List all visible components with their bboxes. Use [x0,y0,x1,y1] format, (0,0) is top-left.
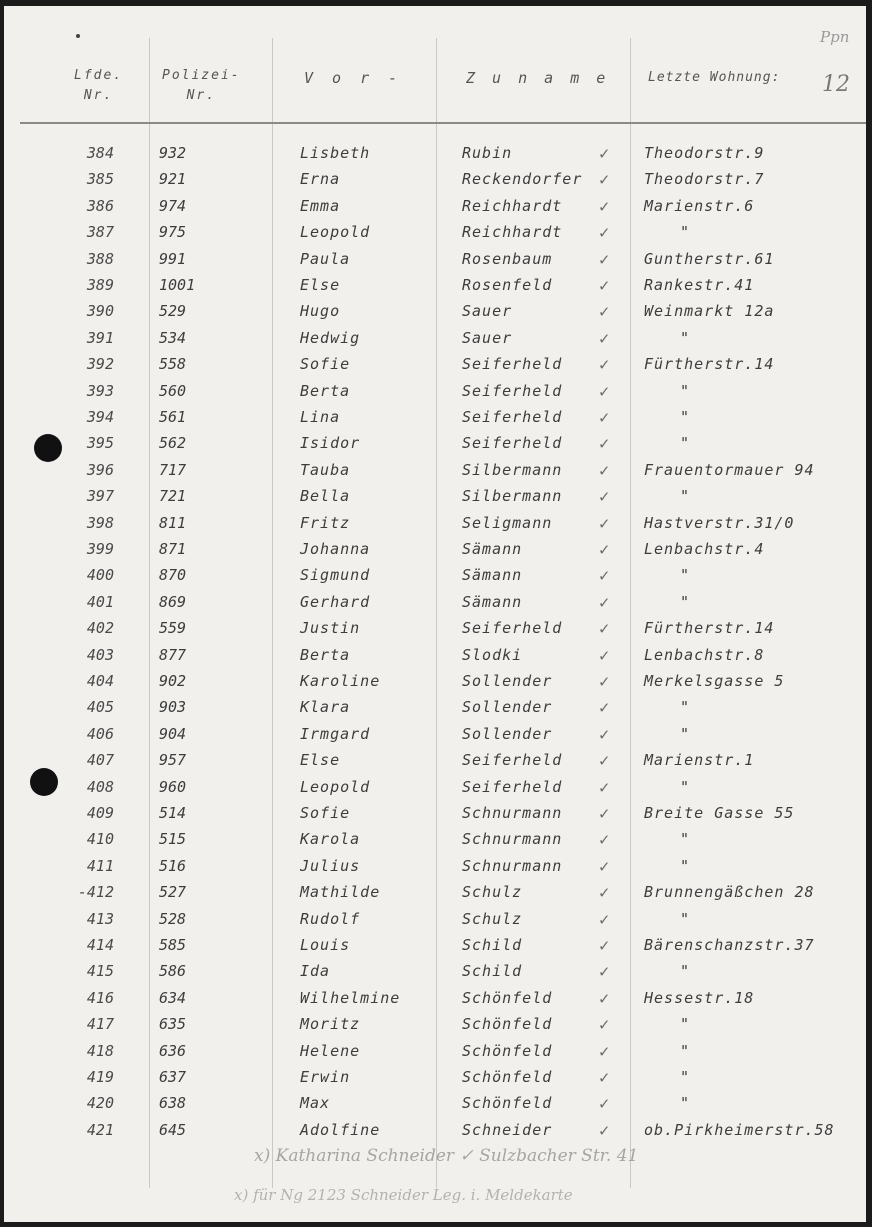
row-zuname: Reichhardt [462,196,563,215]
check-mark: ✓ [599,672,610,692]
table-row [4,514,866,540]
row-wohnung: " [680,909,691,928]
row-zuname: Schönfeld [462,988,553,1007]
row-wohnung: " [680,566,691,585]
row-polizei-nr: 721 [159,487,187,506]
row-zuname: Rosenfeld [462,276,553,294]
row-wohnung: Bärenschanzstr.37 [644,936,815,954]
row-vorname: Leopold [300,223,371,242]
table-row [4,540,866,566]
row-polizei-nr: 636 [159,1041,187,1060]
row-wohnung: Rankestr.41 [644,276,755,294]
table-row [4,619,866,645]
table-row [4,197,866,223]
row-polizei-nr: 870 [159,566,187,585]
row-vorname: Bella [300,487,351,506]
row-zuname: Reichhardt [462,223,563,242]
row-polizei-nr: 974 [159,196,187,215]
row-polizei-nr: 957 [159,751,187,770]
row-polizei-nr: 586 [159,962,187,981]
row-vorname: Berta [300,645,351,664]
row-lfd-nr: 397 [86,487,114,506]
row-wohnung: " [680,777,691,796]
row-lfd-nr: 395 [86,434,114,453]
row-lfd-nr: 398 [86,513,114,532]
row-wohnung: " [680,698,691,717]
table-row [4,355,866,381]
table-row [4,250,866,276]
row-vorname: Wilhelmine [300,988,401,1007]
table-row [4,408,866,434]
row-zuname: Schnurmann [462,804,563,822]
row-wohnung: Brunnengäßchen 28 [644,883,815,902]
row-polizei-nr: 635 [159,1015,187,1034]
header-zuname: Z u n a m e [466,69,610,87]
check-mark: ✓ [599,355,610,376]
check-mark: ✓ [599,302,610,323]
row-polizei-nr: 528 [159,909,187,928]
row-wohnung: " [680,856,691,875]
check-mark: ✓ [599,883,610,904]
header-polizei: Polizei- Nr. [162,68,241,103]
table-row [4,434,866,460]
row-wohnung: Lenbachstr.8 [644,645,765,664]
row-polizei-nr: 975 [159,223,187,242]
row-zuname: Schnurmann [462,856,563,875]
row-zuname: Schulz [462,909,523,928]
row-lfd-nr: 392 [86,355,114,374]
check-mark: ✓ [599,566,610,587]
check-mark: ✓ [599,460,610,481]
row-vorname: Max [300,1094,331,1113]
check-mark: ✓ [599,619,610,640]
row-vorname: Helene [300,1041,361,1060]
row-vorname: Else [300,751,341,770]
row-wohnung: Weinmarkt 12a [644,302,775,321]
row-wohnung: " [680,724,691,743]
row-wohnung: Lenbachstr.4 [644,540,765,558]
row-vorname: Erna [300,170,341,189]
row-wohnung: " [680,434,691,453]
row-vorname: Emma [300,196,341,215]
row-polizei-nr: 877 [159,645,187,664]
check-mark: ✓ [599,328,610,349]
row-wohnung: " [680,223,691,242]
check-mark: ✓ [599,751,610,772]
row-wohnung: " [680,381,691,400]
row-polizei-nr: 514 [159,804,187,822]
row-zuname: Sollender [462,672,553,690]
row-lfd-nr: 391 [86,328,114,347]
table-row [4,962,866,988]
check-mark: ✓ [599,170,610,191]
corner-note: Ppn [820,28,850,46]
row-wohnung: " [680,962,691,981]
row-vorname: Karoline [300,672,381,690]
row-lfd-nr: 387 [86,223,114,242]
header-lfd: Lfde. Nr. [74,68,124,103]
row-wohnung: ob.Pirkheimerstr.58 [644,1120,835,1139]
row-polizei-nr: 869 [159,592,187,611]
row-polizei-nr: 811 [159,513,187,532]
row-wohnung: " [680,1015,691,1034]
row-zuname: Sollender [462,698,553,717]
row-zuname: Seiferheld [462,777,563,796]
row-wohnung: Guntherstr.61 [644,249,775,268]
row-zuname: Schönfeld [462,1041,553,1060]
row-lfd-nr: 421 [86,1120,114,1139]
table-row [4,223,866,249]
row-vorname: Else [300,276,341,294]
row-zuname: Sauer [462,328,513,347]
row-zuname: Seiferheld [462,619,563,638]
row-polizei-nr: 529 [159,302,187,321]
row-lfd-nr: 394 [86,408,114,426]
row-zuname: Schönfeld [462,1094,553,1113]
row-zuname: Silbermann [462,487,563,506]
row-lfd-nr: 388 [86,249,114,268]
row-lfd-nr: 409 [86,804,114,822]
table-row [4,302,866,328]
row-polizei-nr: 516 [159,856,187,875]
check-mark: ✓ [599,196,610,217]
row-polizei-nr: 645 [159,1120,187,1139]
header-wohnung: Letzte Wohnung: [648,70,781,85]
check-mark: ✓ [599,249,610,270]
check-mark: ✓ [599,1015,610,1036]
check-mark: ✓ [599,223,610,244]
check-mark: ✓ [599,777,610,798]
row-polizei-nr: 561 [159,408,187,426]
table-row [4,857,866,883]
row-wohnung: Fürtherstr.14 [644,355,775,374]
row-vorname: Justin [300,619,361,638]
row-vorname: Julius [300,856,361,875]
table-row [4,698,866,724]
row-vorname: Ida [300,962,331,981]
row-wohnung: " [680,408,691,426]
check-mark: ✓ [599,830,610,851]
row-zuname: Rubin [462,144,513,162]
ink-speck [76,34,80,38]
row-polizei-nr: 1001 [159,276,196,294]
handwritten-addition: x) Katharina Schneider ✓ Sulzbacher Str. 41 [254,1146,639,1166]
row-polizei-nr: 634 [159,988,187,1007]
row-polizei-nr: 960 [159,777,187,796]
check-mark: ✓ [599,540,610,560]
row-vorname: Louis [300,936,351,954]
row-zuname: Sämann [462,566,523,585]
check-mark: ✓ [599,645,610,666]
row-vorname: Mathilde [300,883,381,902]
header-vorname: V o r - [304,69,403,87]
row-wohnung: " [680,1068,691,1086]
table-row [4,593,866,619]
table-row [4,276,866,302]
row-polizei-nr: 991 [159,249,187,268]
row-zuname: Sollender [462,724,553,743]
row-wohnung: Hastverstr.31/0 [644,513,795,532]
row-vorname: Sigmund [300,566,371,585]
row-polizei-nr: 527 [159,883,187,902]
punch-hole [30,768,58,796]
check-mark: ✓ [599,936,610,956]
row-polizei-nr: 585 [159,936,187,954]
page-number: 12 [822,72,850,97]
row-wohnung: Hessestr.18 [644,988,755,1007]
row-vorname: Karola [300,830,361,849]
row-lfd-nr: 407 [86,751,114,770]
row-zuname: Rosenbaum [462,249,553,268]
table-row [4,778,866,804]
row-polizei-nr: 559 [159,619,187,638]
check-mark: ✓ [599,1041,610,1062]
row-vorname: Hedwig [300,328,361,347]
table-row [4,1094,866,1120]
check-mark: ✓ [599,804,610,824]
row-lfd-nr: 400 [86,566,114,585]
row-lfd-nr: 408 [86,777,114,796]
row-polizei-nr: 921 [159,170,187,189]
row-zuname: Seiferheld [462,408,563,426]
row-lfd-nr: 417 [86,1015,114,1034]
row-polizei-nr: 932 [159,144,187,162]
row-wohnung: Theodorstr.7 [644,170,765,189]
row-wohnung: Marienstr.1 [644,751,755,770]
table-row [4,936,866,962]
row-polizei-nr: 638 [159,1094,187,1113]
row-lfd-nr: 406 [86,724,114,743]
row-lfd-nr: 420 [86,1094,114,1113]
table-row [4,461,866,487]
table-row [4,646,866,672]
check-mark: ✓ [599,1068,610,1088]
check-mark: ✓ [599,856,610,877]
row-polizei-nr: 902 [159,672,187,690]
row-zuname: Seiferheld [462,751,563,770]
row-vorname: Sofie [300,804,351,822]
row-lfd-nr: 411 [86,856,114,875]
row-zuname: Sämann [462,540,523,558]
row-vorname: Berta [300,381,351,400]
row-lfd-nr: 403 [86,645,114,664]
check-mark: ✓ [599,1120,610,1141]
row-lfd-nr: 413 [86,909,114,928]
row-zuname: Schild [462,962,523,981]
row-lfd-nr: 393 [86,381,114,400]
row-zuname: Sämann [462,592,523,611]
check-mark: ✓ [599,724,610,745]
handwritten-note: x) für Ng 2123 Schneider Leg. i. Meldekarte [234,1186,573,1204]
row-wohnung: " [680,592,691,611]
row-zuname: Seiferheld [462,434,563,453]
row-zuname: Sauer [462,302,513,321]
row-zuname: Schulz [462,883,523,902]
row-polizei-nr: 637 [159,1068,187,1086]
row-zuname: Schönfeld [462,1068,553,1086]
row-polizei-nr: 560 [159,381,187,400]
row-polizei-nr: 903 [159,698,187,717]
row-lfd-nr: 402 [86,619,114,638]
table-row [4,725,866,751]
row-lfd-nr: 410 [86,830,114,849]
row-lfd-nr: 416 [86,988,114,1007]
row-zuname: Schönfeld [462,1015,553,1034]
row-zuname: Seligmann [462,513,553,532]
row-wohnung: " [680,328,691,347]
check-mark: ✓ [599,962,610,983]
row-vorname: Klara [300,698,351,717]
row-lfd-nr: 419 [86,1068,114,1086]
row-zuname: Schnurmann [462,830,563,849]
check-mark: ✓ [599,1094,610,1115]
table-row [4,751,866,777]
row-lfd-nr: 399 [86,540,114,558]
row-lfd-nr: 414 [86,936,114,954]
row-polizei-nr: 558 [159,355,187,374]
row-polizei-nr: 534 [159,328,187,347]
row-polizei-nr: 515 [159,830,187,849]
check-mark: ✓ [599,434,610,455]
row-zuname: Silbermann [462,460,563,479]
check-mark: ✓ [599,988,610,1009]
row-polizei-nr: 717 [159,460,187,479]
table-row [4,804,866,830]
row-wohnung: " [680,1094,691,1113]
row-lfd-nr: 386 [86,196,114,215]
row-lfd-nr: 396 [86,460,114,479]
check-mark: ✓ [599,276,610,296]
table-row [4,144,866,170]
row-wohnung: Marienstr.6 [644,196,755,215]
row-lfd-nr: 415 [86,962,114,981]
row-wohnung: " [680,487,691,506]
row-wohnung: " [680,830,691,849]
row-vorname: Sofie [300,355,351,374]
row-wohnung: Frauentormauer 94 [644,460,815,479]
row-lfd-nr: 390 [86,302,114,321]
row-lfd-nr: 418 [86,1041,114,1060]
row-vorname: Adolfine [300,1120,381,1139]
row-wohnung: Fürtherstr.14 [644,619,775,638]
row-vorname: Rudolf [300,909,361,928]
row-lfd-nr: 385 [86,170,114,189]
punch-hole [34,434,62,462]
table-row [4,989,866,1015]
table-row [4,1015,866,1041]
row-zuname: Seiferheld [462,355,563,374]
row-zuname: Schneider [462,1120,553,1139]
row-polizei-nr: 871 [159,540,187,558]
row-vorname: Lisbeth [300,144,371,162]
row-lfd-nr: 389 [86,276,114,294]
row-lfd-nr: 401 [86,592,114,611]
row-vorname: Leopold [300,777,371,796]
row-vorname: Tauba [300,460,351,479]
row-lfd-nr: 404 [86,672,114,690]
row-vorname: Moritz [300,1015,361,1034]
table-row [4,910,866,936]
row-vorname: Gerhard [300,592,371,611]
row-vorname: Isidor [300,434,361,453]
check-mark: ✓ [599,487,610,508]
table-row [4,382,866,408]
table-row [4,1121,866,1147]
row-zuname: Seiferheld [462,381,563,400]
header-rule [20,122,866,124]
table-row [4,487,866,513]
row-lfd-nr: 405 [86,698,114,717]
row-vorname: Paula [300,249,351,268]
row-polizei-nr: 562 [159,434,187,453]
row-vorname: Lina [300,408,341,426]
check-mark: ✓ [599,144,610,164]
table-row [4,1068,866,1094]
table-row [4,170,866,196]
row-vorname: Johanna [300,540,371,558]
row-wohnung: Breite Gasse 55 [644,804,795,822]
row-zuname: Slodki [462,645,523,664]
table-row [4,830,866,856]
check-mark: ✓ [599,408,610,428]
row-vorname: Irmgard [300,724,371,743]
row-vorname: Fritz [300,513,351,532]
check-mark: ✓ [599,513,610,534]
document-page [4,6,866,1222]
row-lfd-nr: 384 [86,144,114,162]
row-vorname: Erwin [300,1068,351,1086]
table-row [4,1042,866,1068]
table-row [4,329,866,355]
table-row [4,566,866,592]
table-row [4,883,866,909]
row-zuname: Schild [462,936,523,954]
row-zuname: Reckendorfer [462,170,583,189]
row-wohnung: Merkelsgasse 5 [644,672,785,690]
table-row [4,672,866,698]
row-lfd-nr: -412 [77,883,114,902]
check-mark: ✓ [599,909,610,930]
row-vorname: Hugo [300,302,341,321]
row-wohnung: Theodorstr.9 [644,144,765,162]
row-polizei-nr: 904 [159,724,187,743]
check-mark: ✓ [599,381,610,402]
check-mark: ✓ [599,698,610,719]
row-wohnung: " [680,1041,691,1060]
check-mark: ✓ [599,592,610,613]
